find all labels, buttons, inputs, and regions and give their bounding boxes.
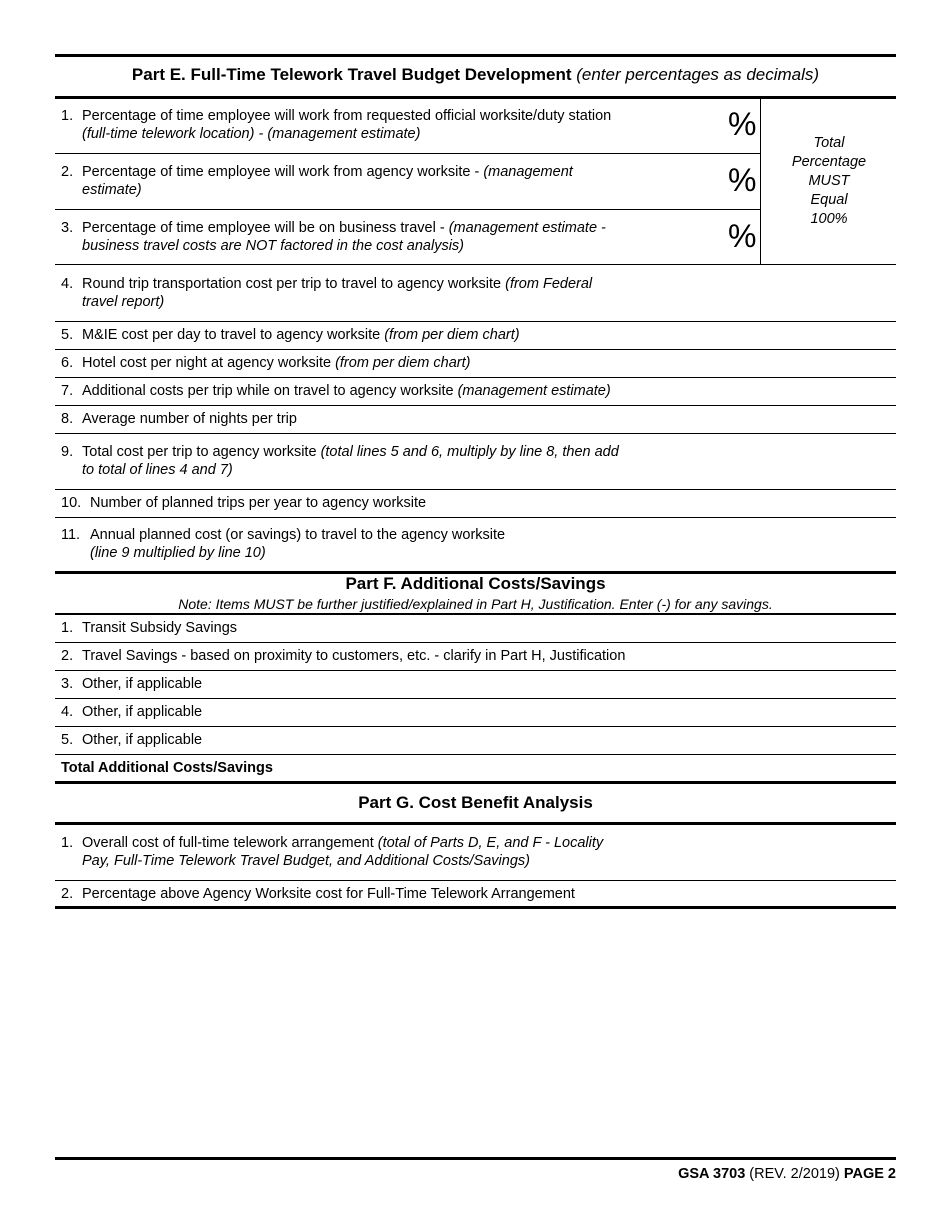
part-f-total-label: Total Additional Costs/Savings: [61, 760, 273, 776]
rule: [55, 349, 896, 350]
rule: [55, 433, 896, 434]
rule: [55, 726, 896, 727]
rule: [55, 264, 896, 265]
rule: [55, 698, 896, 699]
part-g-title: Part G. Cost Benefit Analysis: [358, 793, 593, 812]
rule: [55, 489, 896, 490]
rule-part-g: [55, 781, 896, 784]
part-f-note: Note: Items MUST be further justified/explained in Part H, Justification. Enter (-) for any savings.: [178, 596, 773, 612]
rule: [55, 405, 896, 406]
page-footer: GSA 3703 (REV. 2/2019) PAGE 2: [678, 1166, 896, 1182]
rule: [55, 880, 896, 881]
rule-part-e: [55, 96, 896, 99]
percent-sign: %: [728, 162, 757, 198]
rule: [55, 209, 761, 210]
total-percentage-note: Total Percentage MUST Equal 100%: [791, 135, 867, 227]
percent-sign: %: [728, 218, 757, 254]
part-e-title: Part E. Full-Time Telework Travel Budget Development (enter percentages as decimals): [131, 65, 820, 84]
rule: [55, 613, 896, 615]
percent-sign: %: [728, 106, 757, 142]
rule-footer: [55, 1157, 896, 1160]
rule: [55, 153, 761, 154]
rule: [55, 321, 896, 322]
percent-divider: [760, 98, 761, 265]
rule: [55, 517, 896, 518]
rule: [55, 377, 896, 378]
rule: [55, 822, 896, 825]
rule: [55, 670, 896, 671]
part-f-title: Part F. Additional Costs/Savings: [345, 574, 606, 593]
rule-top: [55, 54, 896, 57]
rule: [55, 906, 896, 909]
rule: [55, 642, 896, 643]
rule: [55, 754, 896, 755]
